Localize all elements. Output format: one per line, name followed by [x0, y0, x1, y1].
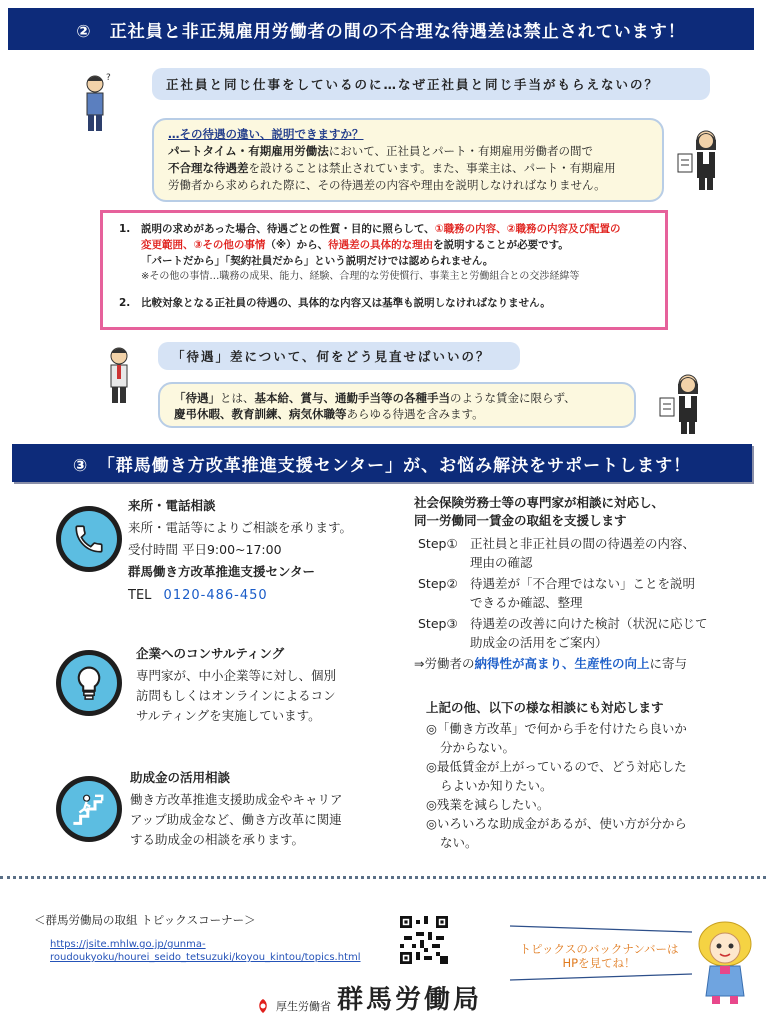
step2 — [418, 574, 754, 612]
backnumber-note — [504, 942, 694, 970]
other-title: 上記の他、以下の様な相談にも対応します — [426, 700, 664, 715]
consult-hours: 受付時間 平日9:00~17:00 — [128, 542, 282, 557]
subsidy-block — [130, 768, 400, 850]
consultant-woman-figure-2 — [654, 372, 714, 436]
other1-line2: 分からない。 — [440, 740, 516, 755]
step3-line2: 助成金の活用をご案内） — [470, 635, 608, 650]
stairs-climber-icon — [56, 776, 122, 842]
support-steps-block — [414, 494, 754, 673]
leave-items: 慶弔休暇、教育訓練、病気休職等 — [174, 407, 347, 421]
topics-url-line1[interactable]: https://jsite.mhlw.go.jp/gunma- — [50, 939, 206, 950]
consulting-block — [136, 644, 396, 726]
step2-label: Step② — [418, 576, 458, 591]
bureau-name: 群馬労働局 — [337, 985, 483, 1015]
item1-line3: 「パートだから」「契約社員だから」という説明だけでは認められません。 — [141, 255, 494, 267]
answer-line2: を設けることは禁止されています。また、事業主は、パート・有期雇用 — [248, 161, 616, 175]
subsidy-line3: する助成金の相談を承ります。 — [130, 832, 305, 847]
ministry-emblem-icon — [256, 998, 270, 1014]
answer-line3: 労働者から求められた際に、その待遇差の内容や理由を説明しなければなりません。 — [168, 178, 606, 192]
subsidy-line2: アップ助成金など、働き方改革に関連 — [130, 812, 342, 827]
consulting-line3: サルティングを実施しています。 — [136, 708, 321, 723]
item1-line2b: （※）から、 — [265, 239, 329, 251]
svg-text:?: ? — [106, 73, 111, 83]
tel-label: TEL — [128, 588, 152, 603]
consult-title: 来所・電話相談 — [128, 498, 216, 513]
law-name: パートタイム・有期雇用労働法 — [168, 144, 329, 158]
tel-number[interactable]: 0120-486-450 — [163, 588, 268, 603]
item1-line2c: 待遇差の具体的な理由 — [328, 239, 434, 251]
question-bubble-2 — [158, 342, 520, 370]
other2-line2: らよいか知りたい。 — [440, 778, 553, 793]
answer-bubble-1 — [152, 118, 664, 202]
subsidy-title: 助成金の活用相談 — [130, 770, 231, 785]
answer2-text3: あらゆる待遇を含みます。 — [346, 407, 484, 421]
center-name: 群馬働き方改革推進支援センター — [128, 564, 316, 579]
step3 — [418, 614, 754, 652]
consulting-line2: 訪問もしくはオンラインによるコン — [136, 688, 336, 703]
consult-block — [128, 496, 398, 606]
consulting-line1: 専門家が、中小企業等に対し、個別 — [136, 668, 337, 683]
consultant-woman-figure — [672, 128, 732, 192]
step-result — [414, 654, 754, 673]
item1-line2d: を説明することが必要です。 — [433, 239, 569, 251]
step1 — [418, 534, 754, 572]
item1-note: ※その他の事情…職務の成果、能力、経験、合理的な労使慣行、事業主と労働組合との交渉経緯等 — [141, 271, 580, 282]
other1-line1: ◎「働き方改革」で何から手を付けたら良いか — [426, 721, 687, 736]
explanation-requirements-box — [100, 210, 668, 330]
question-bubble-1 — [152, 68, 710, 100]
result-highlight: 納得性が高まり、生産性の向上 — [474, 656, 650, 671]
worker-man-figure-2 — [102, 344, 136, 406]
footer-divider — [0, 876, 766, 879]
item2-text: 比較対象となる正社員の待遇の、具体的な内容又は基準も説明しなければなりません。 — [141, 297, 551, 309]
topics-corner-label: ＜群馬労働局の取組 トピックスコーナー＞ — [34, 913, 256, 927]
answer2-text2: のような賃金に限らず、 — [450, 391, 576, 405]
other4-line2: ない。 — [440, 835, 478, 850]
question-text-1: 正社員と同じ仕事をしているのに…なぜ正社員と同じ手当がもらえないの？ — [166, 77, 660, 92]
step3-line1: 待遇差の改善に向けた検討（状況に応じて — [470, 616, 708, 631]
question-text-2: 「待遇」差について、何をどう見直せばいいの？ — [172, 349, 491, 364]
subsidy-line1: 働き方改革推進支援助成金やキャリア — [130, 792, 343, 807]
other4-line1: ◎いろいろな助成金があるが、使い方が分から — [426, 816, 687, 831]
worker-man-figure — [76, 72, 114, 134]
topics-url[interactable] — [50, 938, 361, 964]
item1-number: 1. — [119, 223, 131, 235]
step1-label: Step① — [418, 536, 458, 551]
wage-items: 基本給、賞与、通勤手当等の各種手当 — [254, 391, 450, 405]
step3-label: Step③ — [418, 616, 458, 631]
item1-line1a: 説明の求めがあった場合、待遇ごとの性質・目的に照らして、 — [141, 223, 435, 235]
step2-line1: 待遇差が「不合理ではない」ことを説明 — [470, 576, 696, 591]
consulting-title: 企業へのコンサルティング — [136, 646, 285, 661]
item1-line1b: ①職務の内容、②職務の内容及び配置の — [434, 223, 621, 235]
step1-line2: 理由の確認 — [470, 555, 533, 570]
phone-icon — [56, 506, 122, 572]
other-consult-block — [426, 698, 746, 852]
ministry-logo — [256, 986, 482, 1014]
answer-line1: において、正社員とパート・有期雇用労働者の間で — [328, 144, 594, 158]
section2-banner: ② 正社員と非正規雇用労働者の間の不合理な待遇差は禁止されています！ — [8, 8, 754, 50]
support-title2: 同一労働同一賃金の取組を支援します — [414, 513, 627, 528]
item2-number: 2. — [119, 297, 131, 309]
lightbulb-icon — [56, 650, 122, 716]
section3-banner: ③ 「群馬働き方改革推進支援センター」が、お悩み解決をサポートします！ — [12, 444, 752, 482]
answer-bubble-2 — [158, 382, 636, 428]
consult-desc: 来所・電話等によりご相談を承ります。 — [128, 520, 353, 535]
other2-line1: ◎最低賃金が上がっているので、どう対応した — [426, 759, 687, 774]
backnumber-line2: HPを見てね！ — [562, 956, 636, 970]
treatment-word: 「待遇」 — [174, 391, 220, 405]
mascot-character — [690, 914, 760, 1008]
step1-line1: 正社員と非正社員の間の待遇差の内容、 — [470, 536, 696, 551]
support-title1: 社会保険労務士等の専門家が相談に対応し、 — [414, 495, 665, 510]
unreasonable-gap: 不合理な待遇差 — [168, 161, 249, 175]
topics-url-line2[interactable]: roudoukyoku/hourei_seido_tetsuzuki/koyou_kintou/topics.html — [50, 952, 361, 963]
result-prefix: ⇒労働者の — [414, 656, 475, 671]
qr-code-icon[interactable] — [400, 916, 448, 964]
backnumber-line1: トピックスのバックナンバーは — [519, 942, 679, 956]
answer-title: …その待遇の違い、説明できますか？ — [168, 127, 364, 141]
ministry-name: 厚生労働省 — [276, 1000, 331, 1013]
item1-line2a: 変更範囲、③その他の事情 — [141, 239, 266, 251]
step2-line2: できるか確認、整理 — [470, 595, 583, 610]
result-suffix: に寄与 — [649, 656, 688, 671]
answer2-text1: とは、 — [220, 391, 255, 405]
other3: ◎残業を減らしたい。 — [426, 797, 550, 812]
